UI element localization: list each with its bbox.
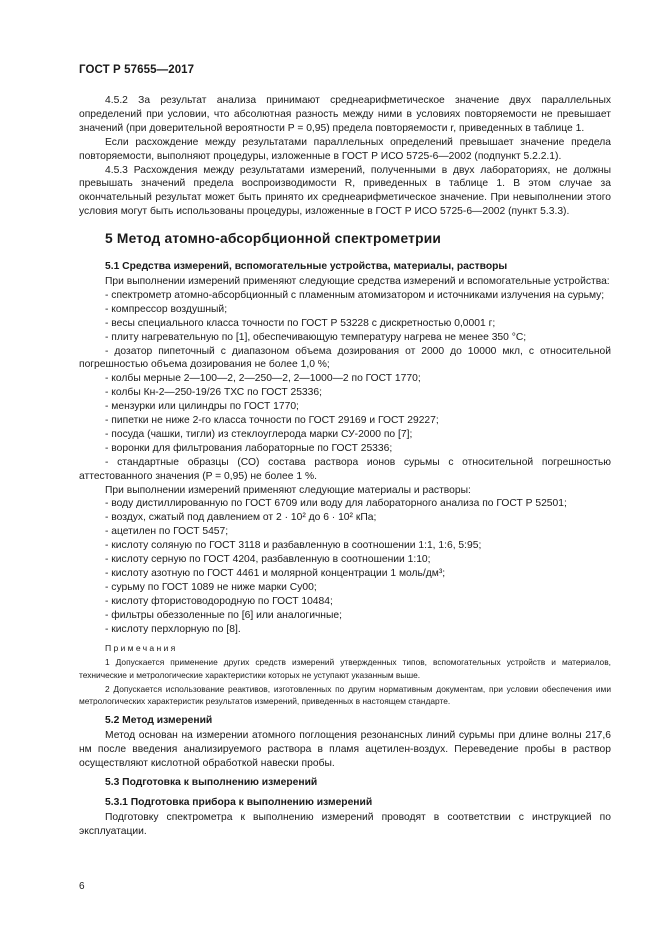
subsection-5-3-1-heading: 5.3.1 Подготовка прибора к выполнению измерений bbox=[105, 797, 373, 809]
list-item: - ацетилен по ГОСТ 5457; bbox=[105, 526, 229, 538]
list-item: - мензурки или цилиндры по ГОСТ 1770; bbox=[105, 401, 299, 413]
materials-list bbox=[79, 497, 611, 636]
subsection-5-1-heading: 5.1 Средства измерений, вспомогательные устройства, материалы, растворы bbox=[105, 261, 508, 273]
list-item: - спектрометр атомно-абсорбционный с пламенным атомизатором и источниками излучения на сурьму; bbox=[105, 289, 605, 301]
note-item: 1 Допускается применение других средств измерений утвержденных типов, вспомогательных устройств и материалов, технические и метрологические характеристики которых не уступают указанным выше. bbox=[79, 657, 611, 681]
list-item: - фильтры обеззоленные по [6] или аналогичные; bbox=[105, 609, 342, 621]
note-item: 2 Допускается использование реактивов, изготовленных по другим нормативным документам, при условии обеспечения ими метрологических характеристик результатов измерений, приведенных в настоящем стандарте. bbox=[79, 683, 611, 707]
paragraph-instruments-intro: При выполнении измерений применяют следующие средства измерений и вспомогательные устройства: bbox=[105, 275, 610, 287]
list-item: - пипетки не ниже 2-го класса точности по ГОСТ 29169 и ГОСТ 29227; bbox=[105, 415, 439, 427]
list-item: - посуда (чашки, тигли) из стеклоуглерода марки СУ-2000 по [7]; bbox=[105, 428, 413, 440]
list-item: - весы специального класса точности по ГОСТ Р 53228 с дискретностью 0,0001 г; bbox=[105, 317, 496, 329]
list-item: - воронки для фильтрования лабораторные по ГОСТ 25336; bbox=[105, 442, 393, 454]
paragraph-4-5-3: 4.5.3 Расхождения между результатами измерений, полученными в двух лабораториях, не должны превышать значений предела воспроизводимости R, приведенных в таблице 1. В этом случае за окончательный результат может быть принято их среднеарифметическое значение. При невыполнении этого условия могут быть использованы процедуры, изложенные в ГОСТ Р ИСО 5725-6—2002 (пункт 5.3.3). bbox=[79, 164, 611, 218]
list-item: - воздух, сжатый под давлением от 2 · 10² до 6 · 10² кПа; bbox=[105, 512, 377, 524]
document-header: ГОСТ Р 57655—2017 bbox=[79, 64, 195, 76]
list-item: - компрессор воздушный; bbox=[105, 303, 228, 315]
paragraph-preparation: Подготовку спектрометра к выполнению измерений проводят в соответствии с инструкцией по эксплуатации. bbox=[79, 812, 611, 838]
section-5-heading: 5 Метод атомно-абсорбционной спектрометрии bbox=[105, 231, 442, 247]
subsection-5-2-heading: 5.2 Метод измерений bbox=[105, 714, 213, 726]
page-number: 6 bbox=[79, 881, 85, 892]
page-body bbox=[79, 94, 611, 839]
list-item: - воду дистиллированную по ГОСТ 6709 или воду для лабораторного анализа по ГОСТ Р 52501; bbox=[105, 498, 567, 510]
list-item: - кислоту фтористоводородную по ГОСТ 10484; bbox=[105, 595, 333, 607]
list-item: - сурьму по ГОСТ 1089 не ниже марки Су00; bbox=[105, 581, 317, 593]
list-item: - дозатор пипеточный с диапазоном объема дозирования от 2000 до 10000 мкл, с относительной погрешностью объема дозирования не более 1,0 %; bbox=[79, 345, 611, 371]
paragraph-repeatability: Если расхождение между результатами параллельных определений превышает значение предела повторяемости, выполняют процедуры, изложенные в ГОСТ Р ИСО 5725-6—2002 (подпункт 5.2.2.1). bbox=[79, 136, 611, 162]
subsection-5-3-heading: 5.3 Подготовка к выполнению измерений bbox=[105, 777, 318, 789]
list-item: - колбы Кн-2—250-19/26 ТХС по ГОСТ 25336; bbox=[105, 387, 322, 399]
paragraph-4-5-2: 4.5.2 За результат анализа принимают среднеарифметическое значение двух параллельных определений при условии, что абсолютная разность между ними в условиях повторяемости не превышает значений (при доверительной вероятности P = 0,95) предела повторяемости r, приведенных в таблице 1. bbox=[79, 95, 611, 134]
list-item: - плиту нагревательную по [1], обеспечивающую температуру нагрева не менее 350 °С; bbox=[105, 331, 527, 343]
list-item: - колбы мерные 2—100—2, 2—250—2, 2—1000—2 по ГОСТ 1770; bbox=[105, 373, 421, 385]
list-item: - кислоту серную по ГОСТ 4204, разбавленную в соотношении 1:10; bbox=[105, 554, 431, 566]
paragraph-materials-intro: При выполнении измерений применяют следующие материалы и растворы: bbox=[105, 484, 471, 496]
notes-heading: Примечания bbox=[105, 642, 178, 653]
instruments-list bbox=[79, 289, 611, 484]
list-item: - кислоту азотную по ГОСТ 4461 и молярной концентрации 1 моль/дм³; bbox=[105, 568, 446, 579]
list-item: - кислоту соляную по ГОСТ 3118 и разбавленную в соотношении 1:1, 1:6, 5:95; bbox=[105, 540, 482, 552]
paragraph-method: Метод основан на измерении атомного поглощения резонансных линий сурьмы при длине волны 217,6 нм после введения анализируемого раствора в пламя ацетилен-воздух. Переведение пробы в раствор осуществляют кислотной обработкой навески пробы. bbox=[79, 729, 611, 769]
list-item: - кислоту перхлорную по [8]. bbox=[105, 623, 241, 635]
list-item: - стандартные образцы (СО) состава раствора ионов сурьмы с относительной погрешностью аттестованного значения (P = 0,95) не более 1 %. bbox=[79, 456, 611, 482]
